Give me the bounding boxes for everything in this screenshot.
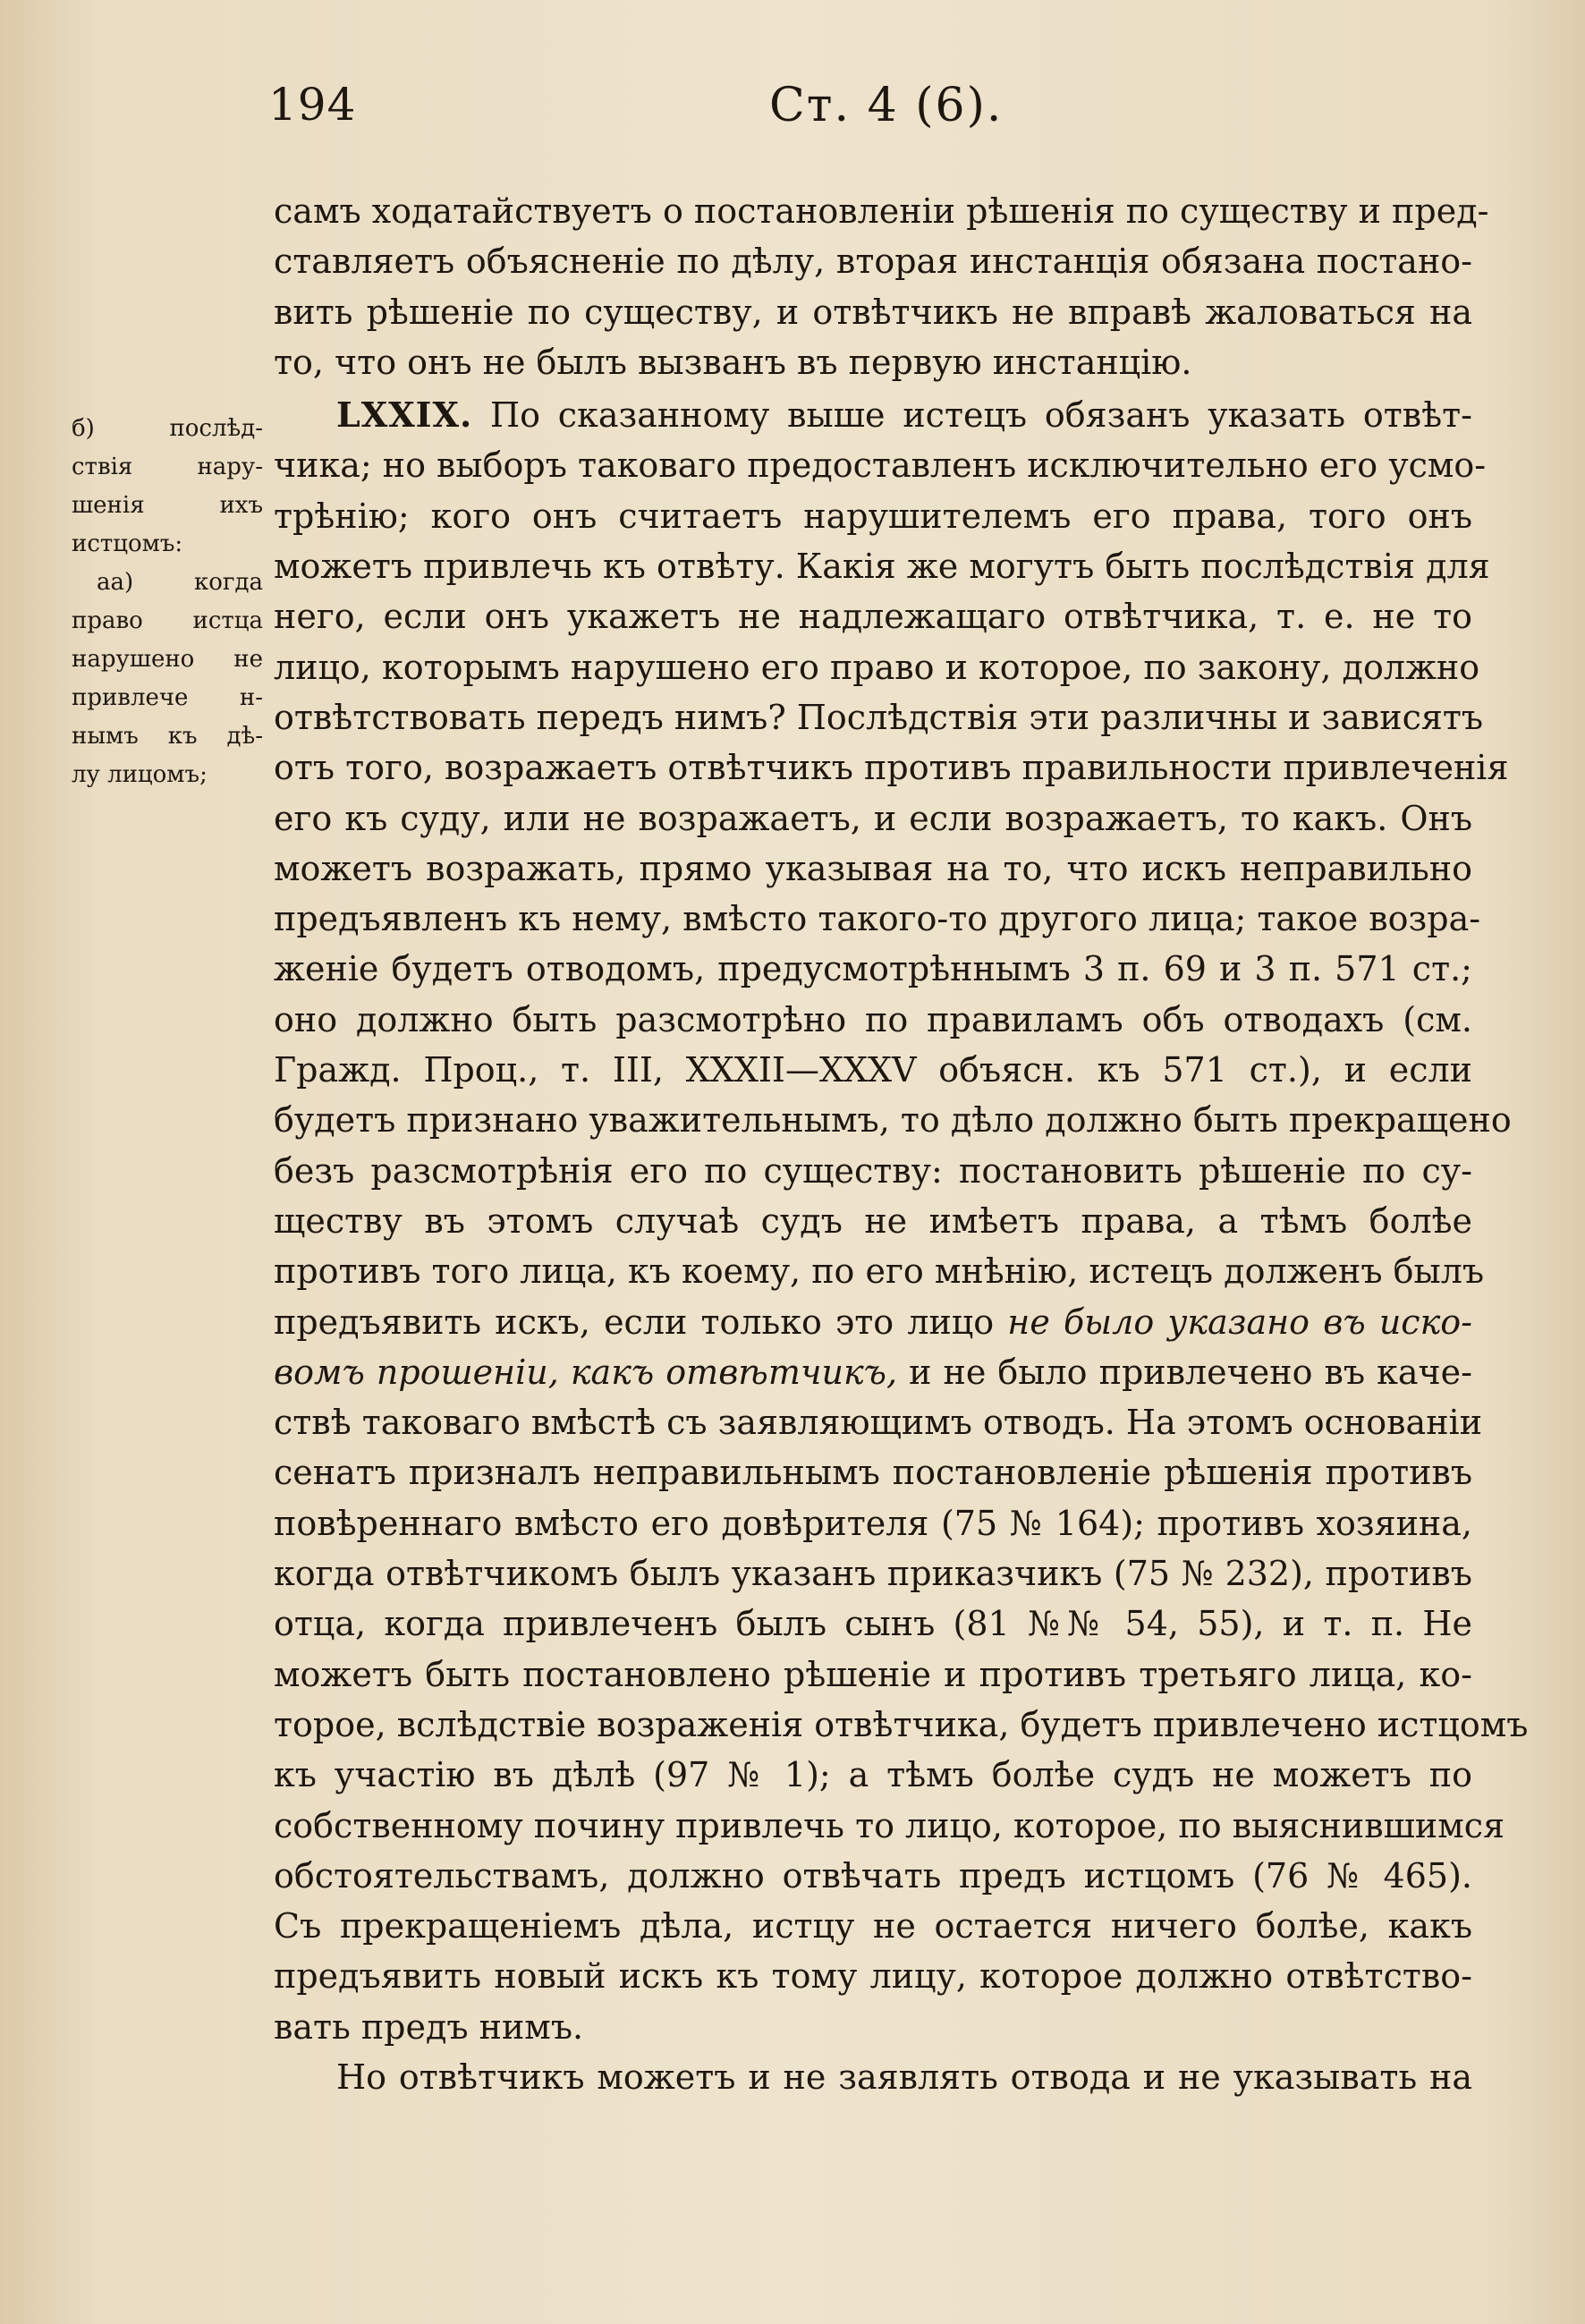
italic-fragment: вомъ прошеніи, какъ отвѣтчикъ,: [274, 1352, 898, 1392]
body-line: Съ прекращеніемъ дѣла, истцу не остается ничего болѣе, какъ: [274, 1906, 1472, 1947]
body-line: повѣреннаго вмѣсто его довѣрителя (75 № 164); противъ хозяина,: [274, 1503, 1472, 1543]
body-line: безъ разсмотрѣнія его по существу: постановить рѣшеніе по су-: [274, 1150, 1472, 1191]
body-line: противъ того лица, къ коему, по его мнѣнію, истецъ долженъ былъ: [274, 1251, 1485, 1292]
body-line: трѣнію; кого онъ считаетъ нарушителемъ его права, того онъ: [274, 496, 1472, 536]
margin-note: [72, 410, 263, 794]
body-line: предъявить новый искъ къ тому лицу, которое должно отвѣтство-: [274, 1956, 1472, 1997]
body-line-fragment: и не было привлечено въ каче-: [909, 1352, 1472, 1392]
margin-note-line: шенія ихъ: [72, 492, 263, 519]
margin-note-line: лу лицомъ;: [72, 761, 208, 788]
margin-note-line: право истца: [72, 607, 263, 634]
body-line: къ участію въ дѣлѣ (97 № 1); а тѣмъ болѣе судъ не можетъ по: [274, 1755, 1472, 1795]
body-line: сенатъ призналъ неправильнымъ постановленіе рѣшенія противъ: [274, 1453, 1472, 1493]
margin-note-line: аа) когда: [97, 569, 263, 596]
body-line: торое, вслѣдствіе возраженія отвѣтчика, будетъ привлечено истцомъ: [274, 1704, 1529, 1744]
margin-note-line: истцомъ:: [72, 530, 183, 557]
section-start-line: [274, 390, 1472, 440]
body-line: отца, когда привлеченъ былъ сынъ (81 №№ 54, 55), и т. п. Не: [274, 1604, 1472, 1644]
body-line: то, что онъ не былъ вызванъ въ первую инстанцію.: [274, 342, 1192, 382]
section-numeral: LXXIX.: [336, 394, 473, 436]
body-line: лицо, которымъ нарушено его право и которое, по закону, должно: [274, 647, 1480, 687]
body-line: предъявленъ къ нему, вмѣсто такого-то другого лица; такое возра-: [274, 899, 1481, 939]
body-line: его къ суду, или не возражаетъ, и если возражаетъ, то какъ. Онъ: [274, 798, 1472, 838]
body-line: ставляетъ объясненіе по дѣлу, вторая инстанція обязана постано-: [274, 242, 1472, 282]
body-line: можетъ возражать, прямо указывая на то, что искъ неправильно: [274, 848, 1472, 888]
margin-note-line: нымъ къ дѣ-: [72, 723, 263, 750]
body-line: отвѣтствовать передъ нимъ? Послѣдствія эти различны и зависятъ: [274, 697, 1484, 737]
body-line: можетъ привлечь къ отвѣту. Какія же могутъ быть послѣдствія для: [274, 547, 1490, 587]
margin-note-line: нарушено не: [72, 646, 263, 673]
body-line-mixed: [274, 1297, 1472, 1347]
margin-note-line: б) послѣд-: [72, 415, 263, 442]
body-line: оно должно быть разсмотрѣно по правиламъ объ отводахъ (см.: [274, 999, 1472, 1039]
body-line: Но отвѣтчикъ можетъ и не заявлять отвода и не указывать на: [336, 2057, 1472, 2097]
body-line: него, если онъ укажетъ не надлежащаго отвѣтчика, т. е. не то: [274, 597, 1472, 637]
body-line: чика; но выборъ таковаго предоставленъ исключительно его усмо-: [274, 445, 1487, 486]
body-line: Гражд. Проц., т. III, XXXII—XXXV объясн. къ 571 ст.), и если: [274, 1050, 1472, 1090]
margin-note-line: ствія нару-: [72, 454, 263, 480]
body-line-fragment: По сказанному выше истецъ обязанъ указать отвѣт-: [489, 395, 1472, 436]
body-line: когда отвѣтчикомъ былъ указанъ приказчикъ (75 № 232), противъ: [274, 1554, 1472, 1594]
margin-note-line: привлече н-: [72, 684, 263, 711]
body-line: самъ ходатайствуетъ о постановленіи рѣшенія по существу и пред-: [274, 191, 1489, 231]
body-line: вить рѣшеніе по существу, и отвѣтчикъ не вправѣ жаловаться на: [274, 292, 1472, 332]
page-number: 194: [268, 79, 357, 131]
body-line: можетъ быть постановлено рѣшеніе и противъ третьяго лица, ко-: [274, 1654, 1472, 1694]
body-line: женіе будетъ отводомъ, предусмотрѣннымъ 3 п. 69 и 3 п. 571 ст.;: [274, 949, 1472, 989]
body-line: обстоятельствамъ, должно отвѣчать предъ истцомъ (76 № 465).: [274, 1855, 1472, 1896]
body-line: ществу въ этомъ случаѣ судъ не имѣетъ права, а тѣмъ болѣе: [274, 1200, 1472, 1241]
body-line: будетъ признано уважительнымъ, то дѣло должно быть прекращено: [274, 1100, 1512, 1141]
italic-fragment: не было указано въ иско-: [1007, 1302, 1472, 1342]
body-line-fragment: предъявить искъ, если только это лицо: [274, 1302, 995, 1342]
body-line: собственному почину привлечь то лицо, которое, по выяснившимся: [274, 1805, 1505, 1845]
body-line: отъ того, возражаетъ отвѣтчикъ противъ правильности привлеченія: [274, 748, 1509, 788]
body-line: ствѣ таковаго вмѣстѣ съ заявляющимъ отводъ. На этомъ основаніи: [274, 1403, 1483, 1443]
body-text: [274, 186, 1529, 2102]
running-head: Ст. 4 (6).: [769, 79, 1004, 132]
body-line: вать предъ нимъ.: [274, 2006, 584, 2047]
body-line-mixed: [274, 1347, 1472, 1397]
